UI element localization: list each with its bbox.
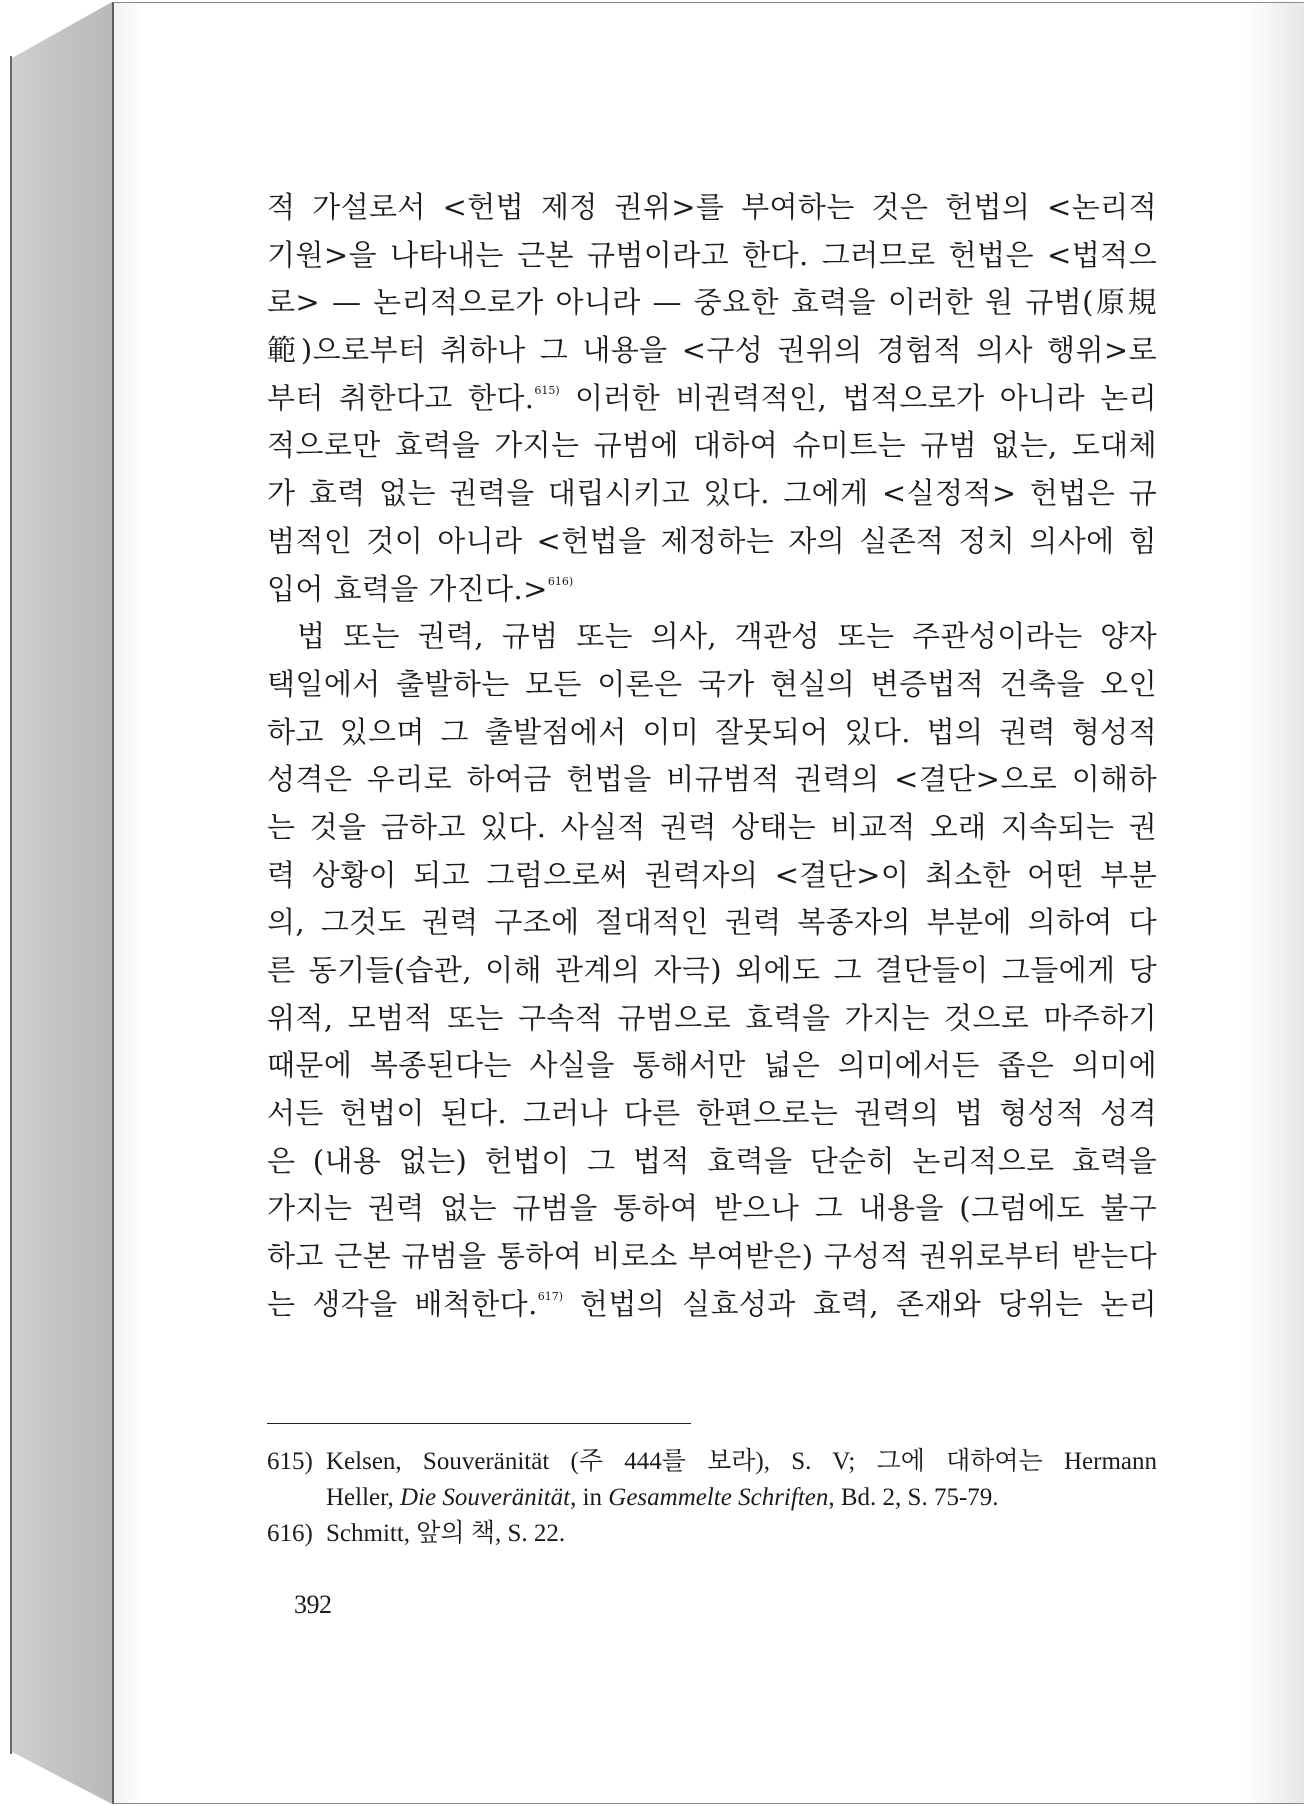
paragraph-start-line: 법 또는 권력, 규범 또는 의사, 객관성 또는 주관성이라는 양자 <box>297 619 1157 654</box>
footnote-text: Schmitt, 앞의 책, S. 22. <box>326 1520 566 1547</box>
text-line: 가 효력 없는 권력을 대립시키고 있다. 그에게 <실정적> 헌법은 규 <box>267 476 1157 511</box>
text-line: 적으로만 효력을 가지는 규범에 대하여 슈미트는 규범 없는, 도대체 <box>267 428 1157 463</box>
text-line: 의, 그것도 권력 구조에 절대적인 권력 복종자의 부분에 의하여 다 <box>267 905 1157 940</box>
footnote-title: Gesammelte Schriften <box>608 1484 829 1511</box>
page-number: 392 <box>294 1590 332 1619</box>
text-line: 하고 근본 규범을 통하여 비로소 부여받은) 구성적 권위로부터 받는다 <box>267 1239 1157 1274</box>
text-line: 른 동기들(습관, 이해 관계의 자극) 외에도 그 결단들이 그들에게 당 <box>267 953 1157 987</box>
text-segment: 입어 효력을 가진다.> <box>267 571 548 606</box>
text-line <box>267 375 1157 423</box>
text-line <box>267 566 1157 614</box>
footnote-title: Die Souveränität <box>399 1484 571 1511</box>
text-segment: 는 생각을 배척한다. <box>267 1286 538 1321</box>
text-line: 때문에 복종된다는 사실을 통해서만 넓은 의미에서든 좁은 의미에 <box>267 1048 1157 1083</box>
text-segment: 이러한 비권력적인, 법적으로가 아니라 논리 <box>559 380 1157 415</box>
text-line <box>267 1281 1157 1329</box>
text-line: 적 가설로서 <헌법 제정 권위>를 부여하는 것은 헌법의 <논리적 <box>267 190 1157 224</box>
text-line: 가지는 권력 없는 규범을 통하여 받으나 그 내용을 (그럼에도 불구 <box>267 1191 1157 1226</box>
footnote-616 <box>267 1516 1157 1552</box>
footnote-ref-616[interactable]: 616) <box>547 574 574 588</box>
footnotes <box>267 1444 1157 1552</box>
text-line: 택일에서 출발하는 모든 이론은 국가 현실의 변증법적 건축을 오인 <box>267 666 1157 701</box>
text-segment: 헌법의 실효성과 효력, 존재와 당위는 논리 <box>563 1286 1157 1321</box>
footnote-text: , in <box>570 1484 609 1511</box>
body-text <box>267 184 1157 1329</box>
text-line: 력 상황이 되고 그럼으로써 권력자의 <결단>이 최소한 어떤 부분 <box>267 857 1157 892</box>
footnote-number: 615) <box>267 1448 313 1475</box>
text-line: 로> — 논리적으로가 아니라 — 중요한 효력을 이러한 원 규범(原規 <box>267 285 1157 320</box>
text-line: 성격은 우리로 하여금 헌법을 비규범적 권력의 <결단>으로 이해하 <box>267 762 1157 797</box>
text-line: 하고 있으며 그 출발점에서 이미 잘못되어 있다. 법의 권력 형성적 <box>267 714 1157 749</box>
footnote-text: , Bd. 2, S. 75-79. <box>828 1484 999 1511</box>
text-line: 기원>을 나타내는 근본 규범이라고 한다. 그러므로 헌법은 <법적으 <box>267 237 1157 272</box>
footnote-number: 616) <box>267 1520 313 1547</box>
text-line: 는 것을 금하고 있다. 사실적 권력 상태는 비교적 오래 지속되는 권 <box>267 809 1157 844</box>
footnote-separator <box>267 1423 691 1424</box>
text-line: 범적인 것이 아니라 <헌법을 제정하는 자의 실존적 정치 의사에 힘 <box>267 523 1157 558</box>
footnote-text: Kelsen, Souveränität (주 444를 보라), S. V; 그에 대하여는 Hermann <box>326 1448 1157 1475</box>
footnote-text: Heller, <box>326 1484 400 1511</box>
text-segment: 부터 취한다고 한다. <box>267 380 535 415</box>
footnote-ref-617[interactable]: 617) <box>537 1289 564 1303</box>
footnote-ref-615[interactable]: 615) <box>534 383 560 397</box>
book-spine <box>0 0 112 1806</box>
text-line: 서든 헌법이 된다. 그러나 다른 한편으로는 권력의 법 형성적 성격 <box>267 1096 1157 1131</box>
text-line: 은 (내용 없는) 헌법이 그 법적 효력을 단순히 논리적으로 효력을 <box>267 1143 1157 1178</box>
footnote-615-continuation <box>267 1480 1157 1516</box>
text-line: 範)으로부터 취하나 그 내용을 <구성 권위의 경험적 의사 행위>로 <box>267 333 1157 368</box>
footnote-615 <box>267 1444 1157 1480</box>
text-line: 위적, 모범적 또는 구속적 규범으로 효력을 가지는 것으로 마주하기 <box>267 1000 1157 1035</box>
